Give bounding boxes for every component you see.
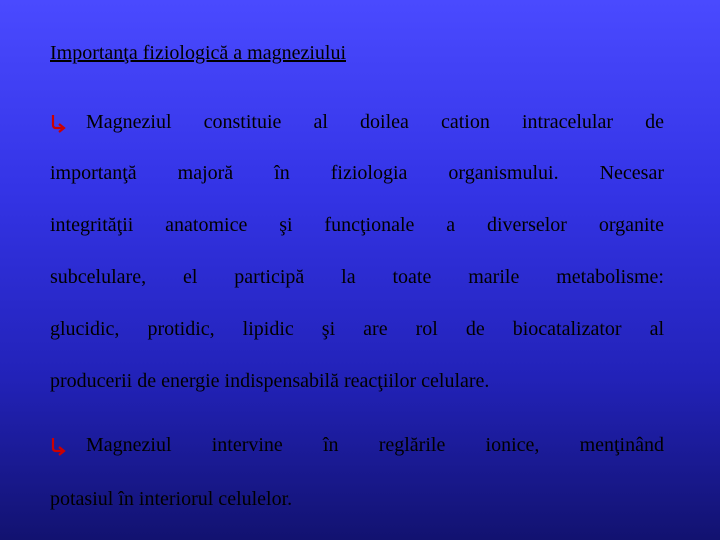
paragraph-1-line-4: subcelulare, el participă la toate marile metabolisme:: [50, 266, 664, 288]
paragraph-1-first-line: [50, 111, 664, 134]
paragraph-1-line-2: importanţă majoră în fiziologia organismului. Necesar: [50, 162, 664, 184]
paragraph-1-line-1: Magneziul constituie al doilea cation intracelular de: [86, 111, 664, 133]
slide-title: Importanţa fiziologică a magneziului: [50, 42, 346, 64]
down-right-arrow-icon: [50, 113, 72, 133]
paragraph-1-line-3: integrităţii anatomice şi funcţionale a diverselor organite: [50, 214, 664, 236]
paragraph-2-line-2: potasiul în interiorul celulelor.: [50, 488, 293, 510]
down-right-arrow-icon: [50, 436, 72, 456]
paragraph-2-first-line: [50, 434, 664, 457]
paragraph-2-line-1: Magneziul intervine în reglările ionice, menţinând: [86, 434, 664, 456]
paragraph-1-line-6: producerii de energie indispensabilă reacţiilor celulare.: [50, 370, 490, 392]
paragraph-1-line-5: glucidic, protidic, lipidic şi are rol de biocatalizator al: [50, 318, 664, 340]
